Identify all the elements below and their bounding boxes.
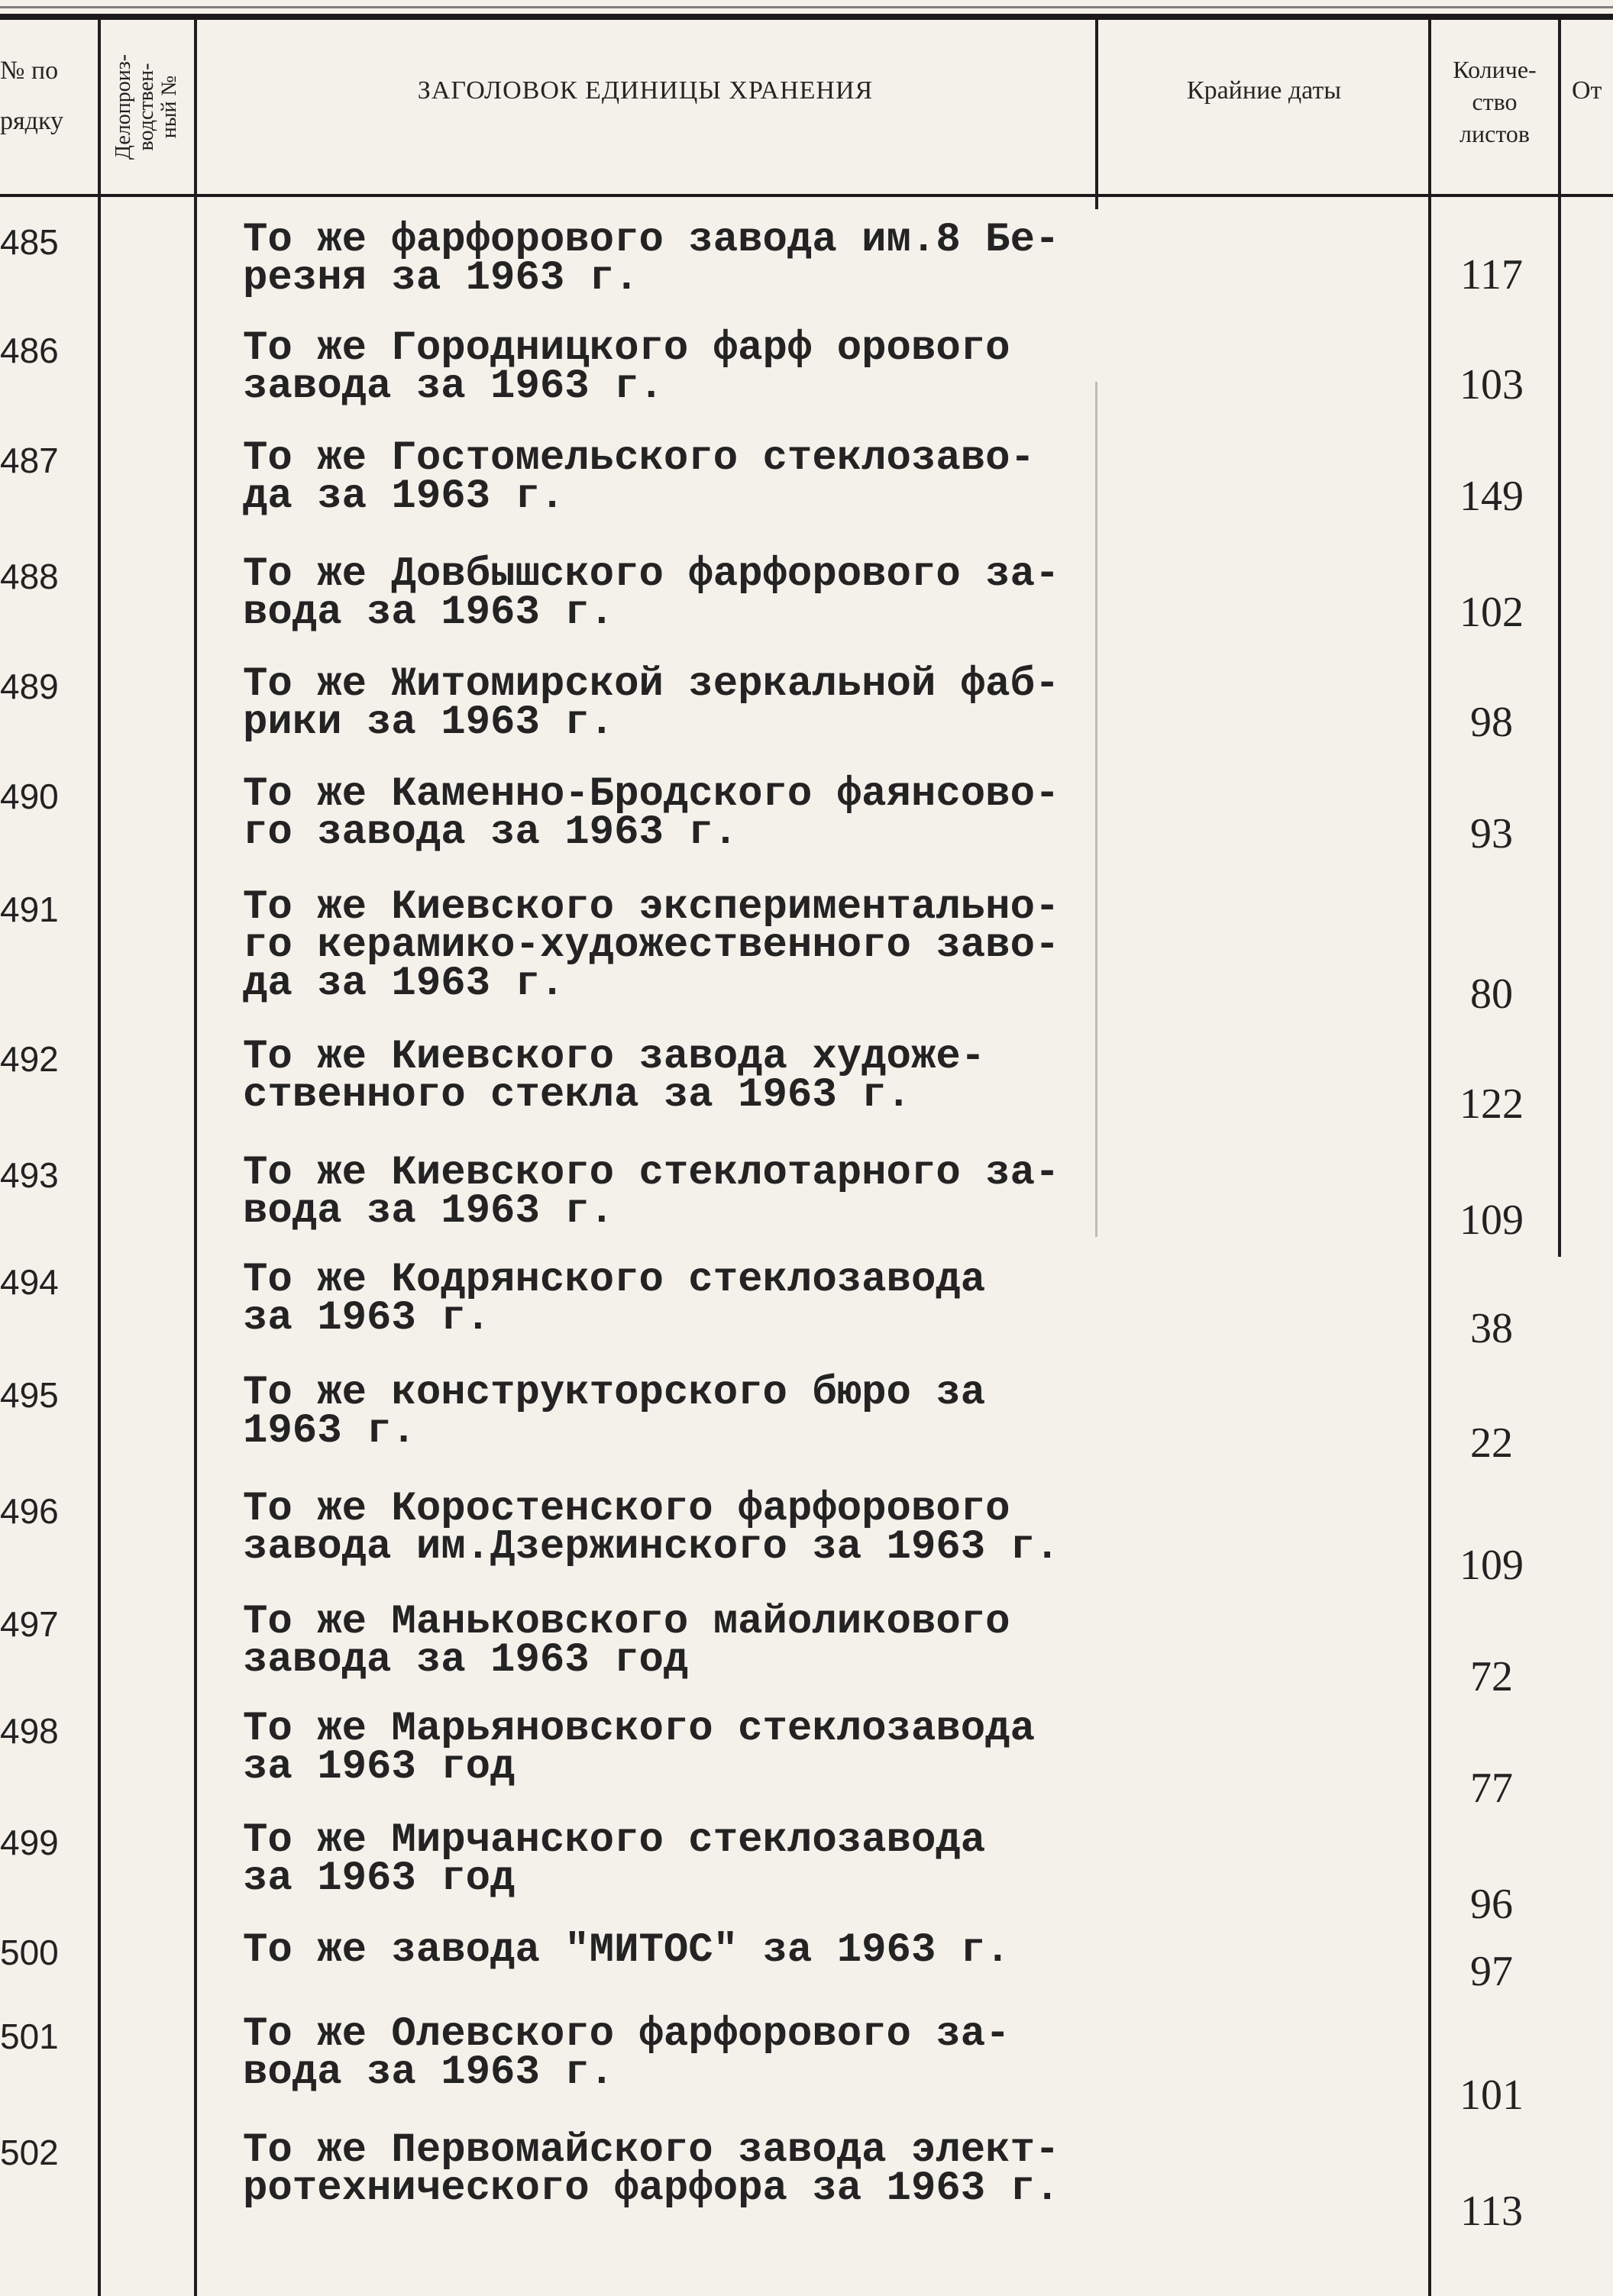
row-count: 22 — [1470, 1419, 1513, 1467]
row-count: 113 — [1460, 2188, 1523, 2235]
row-number: 497 — [0, 1604, 59, 1644]
row-number: 496 — [0, 1491, 59, 1531]
row-title: То же Киевского стеклотарного за- вода за 1963 г. — [243, 1150, 1060, 1235]
row-count: 122 — [1459, 1080, 1524, 1128]
row-number: 495 — [0, 1375, 59, 1415]
row-count: 93 — [1470, 810, 1513, 857]
row-title: То же Житомирской зеркальной фаб- рики за 1963 г. — [243, 661, 1060, 746]
row-count: 98 — [1470, 699, 1513, 746]
row-count: 80 — [1470, 970, 1513, 1018]
header-otm: От — [1572, 76, 1602, 105]
column-divider-num — [98, 20, 101, 2296]
row-title: То же Первомайского завода элект- ротехнического фарфора за 1963 г. — [243, 2127, 1060, 2212]
row-number: 489 — [0, 667, 59, 706]
row-title: То же Олевского фарфорового за- вода за 1963 г. — [243, 2011, 1010, 2096]
row-number: 499 — [0, 1823, 59, 1862]
row-count: 101 — [1459, 2072, 1524, 2119]
row-number: 493 — [0, 1155, 59, 1195]
top-border-line — [0, 14, 1613, 20]
row-title: То же Коростенского фарфорового завода им.Дзержинского за 1963 г. — [243, 1486, 1060, 1571]
row-title: То же конструкторского бюро за 1963 г. — [243, 1370, 986, 1455]
row-title: То же Городницкого фарф орового завода за 1963 г. — [243, 325, 1010, 410]
row-title: То же Маньковского майоликового завода за 1963 год — [243, 1599, 1010, 1684]
header-proizv-wrap — [101, 23, 192, 191]
column-divider-dates — [1428, 20, 1431, 2296]
top-edge-line — [0, 6, 1613, 8]
header-dates: Крайние даты — [1186, 76, 1342, 105]
row-number: 502 — [0, 2133, 59, 2172]
row-number: 500 — [0, 1933, 59, 1972]
row-count: 109 — [1459, 1196, 1524, 1244]
row-number: 491 — [0, 890, 59, 929]
row-count: 72 — [1470, 1653, 1513, 1700]
row-title: То же Довбышского фарфорового за- вода за 1963 г. — [243, 551, 1060, 636]
row-count: 102 — [1459, 589, 1524, 636]
row-title: То же Киевского экспериментально- го керамико-художественного заво- да за 1963 г. — [243, 884, 1060, 1007]
row-count: 77 — [1470, 1765, 1513, 1812]
row-number: 501 — [0, 2017, 59, 2056]
row-count: 117 — [1460, 251, 1523, 299]
row-title: То же Марьяновского стеклозавода за 1963 год — [243, 1706, 1035, 1791]
row-count: 96 — [1470, 1881, 1513, 1928]
header-proizv: Делопроиз- водствен- ный № — [112, 53, 181, 160]
row-count: 109 — [1459, 1542, 1524, 1589]
row-title: То же фарфорового завода им.8 Бе- резня за 1963 г. — [243, 217, 1060, 302]
row-number: 486 — [0, 331, 59, 370]
header-title: ЗАГОЛОВОК ЕДИНИЦЫ ХРАНЕНИЯ — [417, 76, 874, 105]
row-number: 498 — [0, 1711, 59, 1751]
column-divider-proizv — [194, 20, 197, 2296]
row-title: То же Каменно-Бродского фаянсово- го завода за 1963 г. — [243, 771, 1060, 856]
row-title: То же Кодрянского стеклозавода за 1963 г. — [243, 1257, 986, 1342]
row-number: 487 — [0, 441, 59, 480]
row-title: То же Мирчанского стеклозавода за 1963 год — [243, 1817, 986, 1902]
column-divider-count — [1558, 20, 1561, 1257]
column-divider-title-header — [1095, 20, 1098, 209]
row-count: 149 — [1459, 473, 1524, 520]
header-count: Количе- ство листов — [1453, 56, 1537, 147]
row-number: 494 — [0, 1262, 59, 1302]
row-title: То же Гостомельского стеклозаво- да за 1963 г. — [243, 435, 1035, 520]
row-title: То же Киевского завода художе- ственного стекла за 1963 г. — [243, 1034, 986, 1119]
header-num: № по рядку — [0, 57, 63, 135]
row-count: 103 — [1459, 361, 1524, 409]
row-count: 97 — [1470, 1948, 1513, 1995]
row-number: 490 — [0, 777, 59, 816]
row-count: 38 — [1470, 1305, 1513, 1352]
row-title: То же завода "МИТОС" за 1963 г. — [243, 1927, 1010, 1974]
row-number: 492 — [0, 1039, 59, 1079]
row-number: 485 — [0, 222, 59, 262]
header-bottom-line — [0, 194, 1613, 197]
row-number: 488 — [0, 557, 59, 596]
